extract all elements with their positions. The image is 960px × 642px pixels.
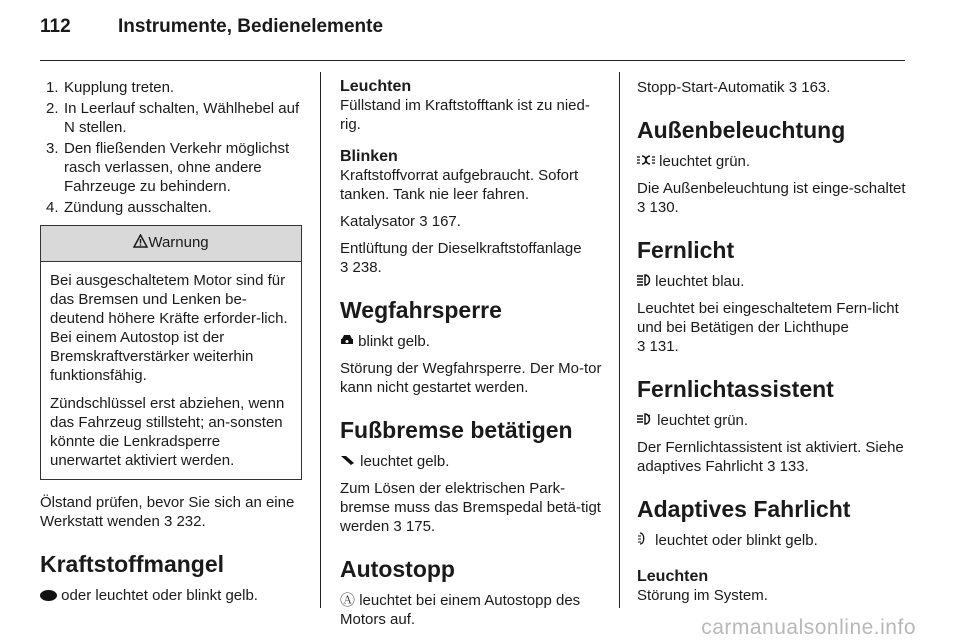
ref-arrow-icon: 3 — [340, 259, 349, 276]
page-number: 112 — [40, 16, 71, 37]
page-header — [40, 16, 383, 46]
paragraph: Die Außenbeleuchtung ist einge-schaltet 3 130. — [637, 180, 906, 216]
list-item: 3. Den fließenden Verkehr möglichst rasch verlassen, ohne andere Fahrzeuge zu behindern. — [46, 140, 290, 195]
section-heading: Adaptives Fahrlicht — [637, 496, 851, 522]
warning-box — [40, 225, 302, 480]
paragraph: leuchtet oder blinkt gelb. — [637, 531, 907, 550]
list-item: 4. Zündung ausschalten. — [46, 199, 212, 216]
paragraph: leuchtet grün. — [637, 152, 907, 171]
section-heading: Wegfahrsperre — [340, 297, 502, 323]
fuel-warning-line: oder leuchtet oder blinkt gelb. — [40, 586, 302, 605]
list-item: 2. In Leerlauf schalten, Wählhebel auf N stellen. — [46, 100, 300, 136]
section-heading: Fernlicht — [637, 237, 735, 263]
warning-title: Warnung — [148, 234, 209, 251]
warning-paragraph: Bei ausgeschaltetem Motor sind für das Bremsen und Lenken be-deutend höhere Kräfte erforder-lich. Bei einem Autostop ist der Bremskraftverstärker weiterhin funktionsfähig. — [50, 272, 288, 384]
subheading: Leuchten — [340, 78, 412, 95]
paragraph: Stopp-Start-Automatik 3 163. — [637, 79, 831, 96]
paragraph: Zum Lösen der elektrischen Park-bremse muss das Bremspedal betä-tigt werden 3 175. — [340, 480, 601, 535]
warning-header — [41, 226, 301, 262]
ref-arrow-icon: 3 — [788, 79, 798, 96]
column-divider — [320, 72, 321, 608]
fuel-dot-icon — [40, 590, 57, 601]
ref-arrow-icon: 3 — [767, 458, 776, 475]
ref-arrow-icon: 3 — [637, 199, 646, 216]
column-1 — [40, 78, 302, 605]
ref-arrow-icon: 3 — [419, 213, 428, 230]
paragraph: Ⓐ leuchtet bei einem Autostopp des Motors auf. — [340, 592, 581, 628]
paragraph: Der Fernlichtassistent ist aktiviert. Siehe adaptives Fahrlicht 3 133. — [637, 439, 904, 475]
paragraph: blinkt gelb. — [340, 332, 602, 351]
immobilizer-icon — [340, 332, 354, 351]
subheading: Leuchten — [637, 568, 709, 585]
warning-triangle-icon — [133, 234, 148, 253]
ref-arrow-icon: 3 — [393, 518, 402, 535]
paragraph: Störung der Wegfahrsperre. Der Mo-tor kann nicht gestartet werden. — [340, 360, 602, 396]
autostop-icon: Ⓐ — [340, 592, 356, 609]
paragraph: Leuchtet bei eingeschaltetem Fern-licht und bei Betätigen der Lichthupe 3 131. — [637, 300, 899, 355]
oil-paragraph: Ölstand prüfen, bevor Sie sich an eine Werkstatt wenden 3 232. — [40, 494, 295, 530]
warning-paragraph: Zündschlüssel erst abziehen, wenn das Fahrzeug stillsteht; an-sonsten könnte die Lenkradsperre unerwartet aktiviert werden. — [50, 395, 285, 469]
paragraph: Kraftstoffvorrat aufgebraucht. Sofort tanken. Tank nie leer fahren. — [340, 167, 579, 203]
ref-arrow-icon: 3 — [163, 513, 173, 530]
paragraph: Katalysator 3 167. — [340, 213, 461, 230]
list-item: 1. Kupplung treten. — [46, 79, 175, 96]
column-divider — [619, 72, 620, 608]
paragraph: leuchtet blau. — [637, 272, 907, 291]
paragraph: Entlüftung der Dieselkraftstoffanlage 3 238. — [340, 240, 582, 276]
section-heading: Kraftstoffmangel — [40, 551, 225, 577]
column-3 — [637, 78, 907, 605]
subheading: Blinken — [340, 148, 398, 165]
foot-pedal-icon — [340, 452, 356, 471]
page-title: Instrumente, Bedienelemente — [118, 16, 384, 37]
side-lights-icon — [637, 152, 655, 171]
warning-body — [41, 262, 301, 479]
high-beam-icon — [637, 272, 651, 291]
section-heading: Fußbremse betätigen — [340, 417, 573, 443]
steps-list — [40, 78, 302, 217]
paragraph: leuchtet grün. — [637, 411, 907, 430]
section-heading: Fernlichtassistent — [637, 376, 834, 402]
column-2 — [340, 78, 602, 629]
ref-arrow-icon: 3 — [637, 338, 646, 355]
paragraph: Störung im System. — [637, 587, 768, 604]
adaptive-light-icon — [637, 531, 651, 550]
high-beam-assist-icon — [637, 411, 653, 430]
paragraph: leuchtet gelb. — [340, 452, 602, 471]
watermark: carmanualsonline.info — [701, 616, 916, 639]
section-heading: Außenbeleuchtung — [637, 117, 846, 143]
section-heading: Autostopp — [340, 556, 455, 582]
paragraph: Füllstand im Kraftstofftank ist zu nied-rig. — [340, 97, 590, 133]
header-rule — [40, 60, 905, 61]
